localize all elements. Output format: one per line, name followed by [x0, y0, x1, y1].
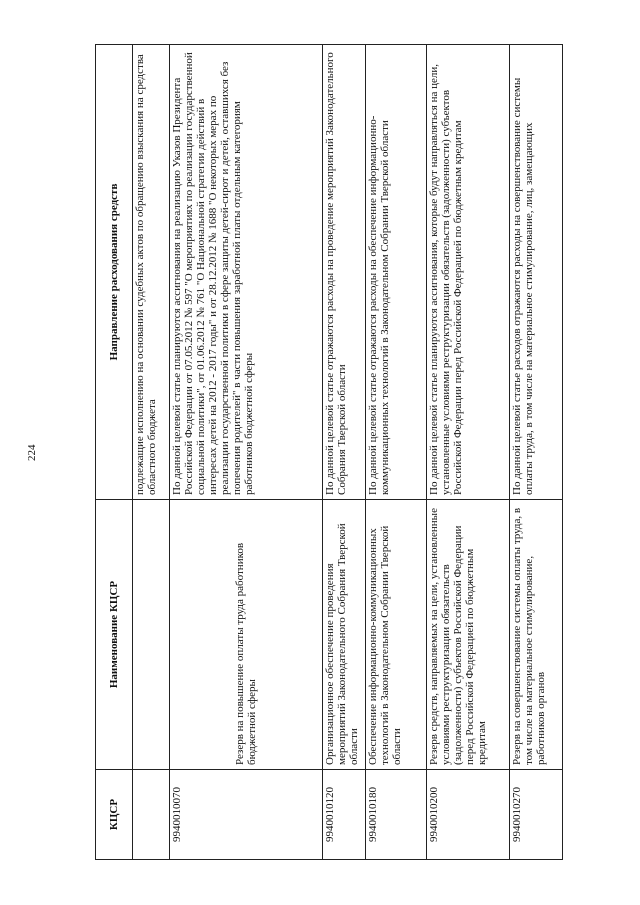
- row-code: 9940010270: [510, 770, 563, 860]
- row-direction: подлежащие исполнению на основании судебных актов по обращению взыскания на средства областного бюджета: [133, 45, 170, 500]
- row-direction: По данной целевой статье отражаются расходы на обеспечение информационно-коммуникационных технологий в Законодательном Собрании Тверской области: [366, 45, 427, 500]
- row-name: Резерв на совершенствование системы оплаты труда, в том числе на материальное стимулирование, работников органов: [510, 500, 563, 770]
- row-direction: По данной целевой статье отражаются расходы на проведение мероприятий Законодательного Собрания Тверской области: [323, 45, 366, 500]
- table-row: [366, 45, 427, 860]
- row-code: [133, 770, 170, 860]
- page-number: 224: [26, 444, 38, 461]
- table-row: [170, 45, 323, 860]
- rotated-page-content: [95, 45, 600, 860]
- row-direction: По данной целевой статье планируются ассигнования, которые будут направляться на цели, установленные условиями реструктуризации обязательств (задолженности) субъектов Российской Федерации перед Российской Федерацией по бюджетным кредитам: [427, 45, 510, 500]
- row-name: [133, 500, 170, 770]
- table-row: [323, 45, 366, 860]
- table-row: [427, 45, 510, 860]
- row-code: 9940010180: [366, 770, 427, 860]
- row-direction: По данной целевой статье планируются ассигнования на реализацию Указов Президента Российской Федерации от 07.05.2012 № 597 "О мероприятиях по реализации государственной социальной политики", от 01.06.2012 № 761 "О Национальной стратегии действий в интересах детей на 2012 - 2017 годы" и от 28.12.2012 № 1688 "О некоторых мерах по реализации государственной политики в сфере защиты детей-сирот и детей, оставшихся без попечения родителей" в части повышения заработной платы отдельным категориям работников бюджетной сферы: [170, 45, 323, 500]
- table-row: [510, 45, 563, 860]
- row-name: Резерв на повышение оплаты труда работников бюджетной сферы: [170, 500, 323, 770]
- row-direction: По данной целевой статье расходов отражаются расходы на совершенствование системы оплаты труда, в том числе на материальное стимулирование, лиц, замещающих: [510, 45, 563, 500]
- budget-classification-table: [95, 44, 563, 860]
- table-header-row: [96, 45, 133, 860]
- header-name: Наименование КЦСР: [96, 500, 133, 770]
- row-code: 9940010200: [427, 770, 510, 860]
- row-name: Резерв средств, направляемых на цели, установленные условиями реструктуризации обязательств (задолженности) субъектов Российской Федерации перед Российской Федерацией по бюджетным кредитам: [427, 500, 510, 770]
- header-direction: Направление расходования средств: [96, 45, 133, 500]
- row-code: 9940010120: [323, 770, 366, 860]
- table-row: [133, 45, 170, 860]
- header-code: КЦСР: [96, 770, 133, 860]
- row-name: Организационное обеспечение проведения мероприятий Законодательного Собрания Тверской области: [323, 500, 366, 770]
- row-name: Обеспечение информационно-коммуникационных технологий в Законодательном Собрании Тверской области: [366, 500, 427, 770]
- row-code: 9940010070: [170, 770, 323, 860]
